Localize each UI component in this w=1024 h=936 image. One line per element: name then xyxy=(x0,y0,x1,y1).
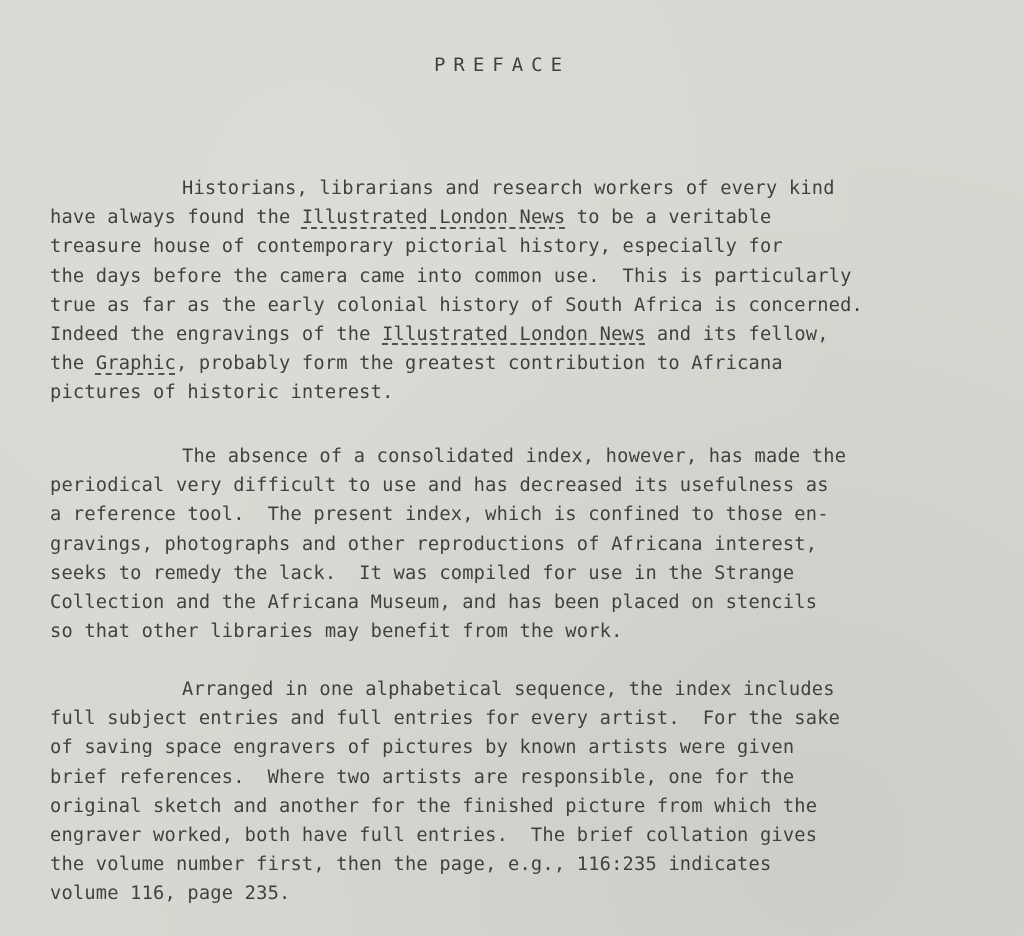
text-segment: the volume number first, then the page, e.g., 116:235 indicates xyxy=(50,854,772,876)
text-line xyxy=(50,378,863,407)
text-segment: engraver worked, both have full entries. The brief collation gives xyxy=(50,825,818,847)
text-line xyxy=(50,850,840,879)
text-line xyxy=(50,879,840,908)
text-segment: full subject entries and full entries for every artist. For the sake xyxy=(50,708,841,730)
underlined-title: Graphic xyxy=(95,353,176,375)
text-segment: seeks to remedy the lack. It was compiled for use in the Strange xyxy=(50,562,795,584)
text-segment: volume 116, page 235. xyxy=(50,883,291,905)
text-segment: of saving space engravers of pictures by known artists were given xyxy=(50,737,795,759)
text-segment: have always found the xyxy=(50,207,302,229)
paragraph-3 xyxy=(50,675,840,909)
underlined-title: Illustrated London News xyxy=(382,324,646,346)
text-line xyxy=(50,763,840,792)
text-line xyxy=(50,821,840,850)
text-line xyxy=(50,733,840,762)
text-line xyxy=(50,588,846,617)
text-segment: true as far as the early colonial history of South Africa is concerned. xyxy=(50,294,864,316)
text-line xyxy=(50,442,846,471)
text-line xyxy=(50,792,840,821)
text-segment: original sketch and another for the finished picture from which the xyxy=(50,795,818,817)
text-line xyxy=(50,291,863,320)
text-line xyxy=(50,675,840,704)
text-segment: pictures of historic interest. xyxy=(50,382,394,404)
text-line xyxy=(50,471,846,500)
text-line xyxy=(50,349,863,378)
text-line xyxy=(50,559,846,588)
text-segment: Indeed the engravings of the xyxy=(50,324,383,346)
text-segment: to be a veritable xyxy=(565,207,772,229)
text-line xyxy=(50,203,863,232)
text-segment: and its fellow, xyxy=(645,324,829,346)
text-line xyxy=(50,530,846,559)
text-segment: a reference tool. The present index, which is confined to those en- xyxy=(50,504,829,526)
text-segment: gravings, photographs and other reproductions of Africana interest, xyxy=(50,533,818,555)
text-segment: Historians, librarians and research workers of every kind xyxy=(182,178,835,199)
paragraph-1 xyxy=(50,174,863,408)
text-segment: brief references. Where two artists are responsible, one for the xyxy=(50,766,795,788)
text-segment: Arranged in one alphabetical sequence, the index includes xyxy=(182,679,835,700)
page-title: PREFACE xyxy=(433,54,571,76)
text-line xyxy=(50,320,863,349)
text-segment: the days before the camera came into common use. This is particularly xyxy=(50,265,852,287)
text-line xyxy=(50,617,846,646)
text-segment: The absence of a consolidated index, however, has made the xyxy=(182,446,847,467)
text-segment: , probably form the greatest contribution to Africana xyxy=(175,353,783,375)
text-line xyxy=(50,704,840,733)
text-segment: the xyxy=(50,353,96,375)
text-line xyxy=(50,174,863,203)
text-segment: treasure house of contemporary pictorial history, especially for xyxy=(50,236,783,258)
text-line xyxy=(50,262,863,291)
text-segment: so that other libraries may benefit from the work. xyxy=(50,621,623,643)
underlined-title: Illustrated London News xyxy=(301,207,566,229)
text-line xyxy=(50,232,863,261)
paragraph-2 xyxy=(50,442,846,646)
text-line xyxy=(50,500,846,529)
text-segment: Collection and the Africana Museum, and has been placed on stencils xyxy=(50,592,818,614)
text-segment: periodical very difficult to use and has decreased its usefulness as xyxy=(50,475,829,497)
